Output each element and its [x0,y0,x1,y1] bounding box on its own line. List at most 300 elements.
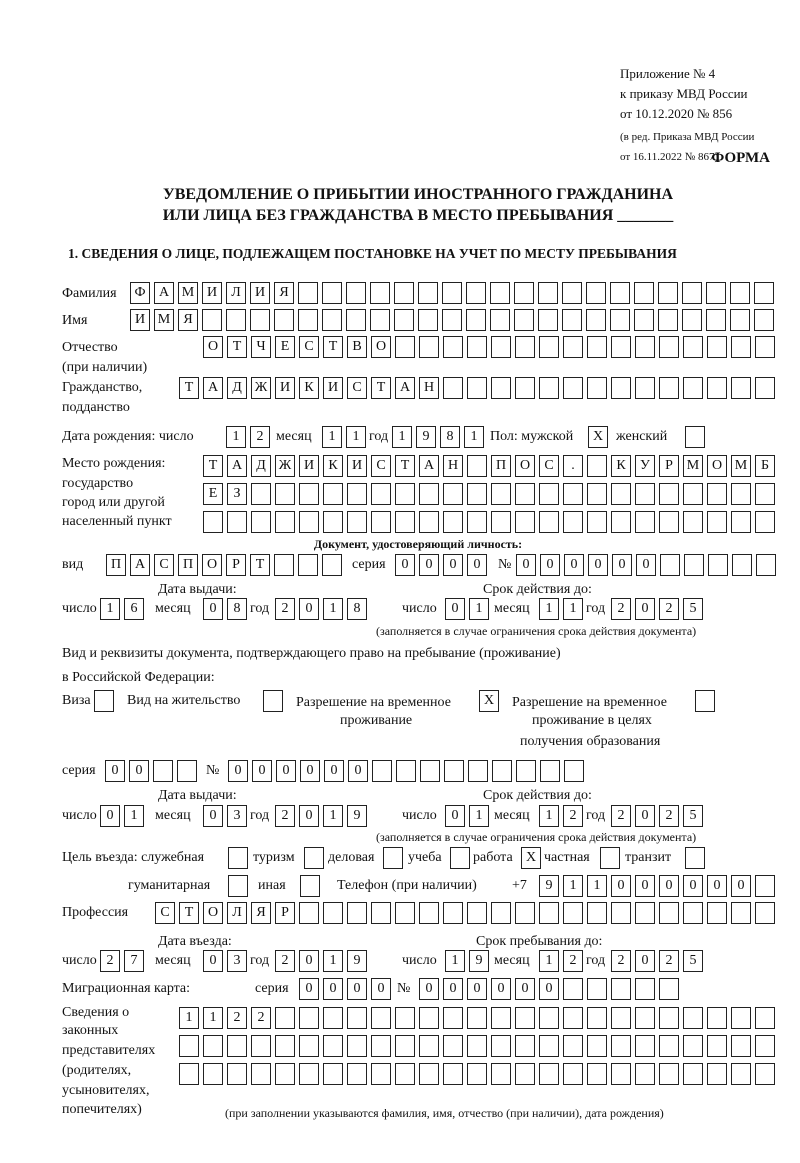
char-cell[interactable] [754,309,774,331]
char-cell[interactable] [323,1007,343,1029]
char-cell[interactable] [635,511,655,533]
char-cell[interactable]: 0 [445,805,465,827]
char-cell[interactable]: 0 [445,598,465,620]
char-cell[interactable] [323,902,343,924]
char-cell[interactable] [491,377,511,399]
char-cell[interactable] [611,336,631,358]
char-cell[interactable] [346,309,366,331]
char-cell[interactable]: 0 [203,805,223,827]
char-cell[interactable] [539,1035,559,1057]
char-cell[interactable] [731,336,751,358]
char-cell[interactable] [177,760,197,782]
char-cell[interactable] [419,483,439,505]
char-cell[interactable] [634,282,654,304]
char-cell[interactable] [491,483,511,505]
char-cell[interactable] [419,1035,439,1057]
char-cell[interactable] [442,282,462,304]
char-cell[interactable] [755,902,775,924]
char-cell[interactable] [660,554,680,576]
char-cell[interactable] [683,1063,703,1085]
char-cell[interactable]: И [130,309,150,331]
char-cell[interactable] [491,1063,511,1085]
char-cell[interactable]: 5 [683,950,703,972]
char-cell[interactable] [515,483,535,505]
char-cell[interactable]: Т [395,455,415,477]
char-cell[interactable]: 0 [635,805,655,827]
char-cell[interactable]: 2 [275,598,295,620]
char-cell[interactable]: 0 [612,554,632,576]
char-cell[interactable]: 0 [635,598,655,620]
char-cell[interactable]: 3 [227,805,247,827]
char-cell[interactable] [346,282,366,304]
char-cell[interactable] [563,978,583,1000]
char-cell[interactable] [153,760,173,782]
char-cell[interactable] [730,282,750,304]
char-cell[interactable]: 1 [179,1007,199,1029]
char-cell[interactable]: 0 [516,554,536,576]
char-cell[interactable]: П [106,554,126,576]
char-cell[interactable] [514,282,534,304]
char-cell[interactable]: Д [227,377,247,399]
char-cell[interactable] [443,1063,463,1085]
char-cell[interactable] [539,511,559,533]
char-cell[interactable]: 9 [416,426,436,448]
char-cell[interactable]: Р [275,902,295,924]
char-cell[interactable] [467,1035,487,1057]
char-cell[interactable]: 0 [491,978,511,1000]
char-cell[interactable]: О [203,336,223,358]
char-cell[interactable] [611,377,631,399]
char-cell[interactable] [323,1035,343,1057]
char-cell[interactable] [682,309,702,331]
char-cell[interactable]: Т [250,554,270,576]
char-cell[interactable] [226,309,246,331]
char-cell[interactable]: 2 [275,950,295,972]
char-cell[interactable] [707,1063,727,1085]
char-cell[interactable] [611,978,631,1000]
char-cell[interactable] [203,1063,223,1085]
char-cell[interactable]: 1 [226,426,246,448]
char-cell[interactable]: 0 [276,760,296,782]
char-cell[interactable]: 1 [563,598,583,620]
char-cell[interactable]: 1 [469,598,489,620]
char-cell[interactable]: Б [755,455,775,477]
char-cell[interactable]: 5 [683,805,703,827]
char-cell[interactable]: Ж [251,377,271,399]
char-cell[interactable]: М [178,282,198,304]
char-cell[interactable] [563,336,583,358]
char-cell[interactable] [491,1007,511,1029]
char-cell[interactable] [563,377,583,399]
char-cell[interactable] [370,309,390,331]
char-cell[interactable]: 0 [300,760,320,782]
char-cell[interactable]: С [347,377,367,399]
char-cell[interactable] [443,1007,463,1029]
char-cell[interactable] [731,1035,751,1057]
char-cell[interactable]: Я [178,309,198,331]
char-cell[interactable] [347,511,367,533]
char-cell[interactable] [659,902,679,924]
char-cell[interactable]: 1 [322,426,342,448]
char-cell[interactable]: 8 [227,598,247,620]
char-cell[interactable]: П [491,455,511,477]
char-cell[interactable]: 2 [611,950,631,972]
char-cell[interactable]: 8 [347,598,367,620]
char-cell[interactable] [611,511,631,533]
char-cell[interactable]: 1 [539,805,559,827]
char-cell[interactable]: 0 [203,950,223,972]
char-cell[interactable] [755,483,775,505]
char-cell[interactable]: 0 [203,598,223,620]
char-cell[interactable] [418,282,438,304]
char-cell[interactable] [659,336,679,358]
char-cell[interactable] [322,309,342,331]
purpose-humanitarian-checkbox[interactable] [228,875,248,897]
char-cell[interactable]: О [515,455,535,477]
char-cell[interactable]: 0 [371,978,391,1000]
char-cell[interactable]: 0 [635,950,655,972]
char-cell[interactable]: 0 [731,875,751,897]
char-cell[interactable]: 0 [683,875,703,897]
char-cell[interactable] [731,902,751,924]
char-cell[interactable]: Я [274,282,294,304]
char-cell[interactable] [562,282,582,304]
char-cell[interactable] [419,336,439,358]
char-cell[interactable] [635,902,655,924]
char-cell[interactable]: А [130,554,150,576]
char-cell[interactable] [586,282,606,304]
char-cell[interactable] [299,483,319,505]
char-cell[interactable] [467,483,487,505]
char-cell[interactable] [395,1063,415,1085]
temp-residence-checkbox[interactable]: X [479,690,499,712]
char-cell[interactable]: С [371,455,391,477]
char-cell[interactable] [467,511,487,533]
char-cell[interactable]: 0 [515,978,535,1000]
char-cell[interactable] [587,455,607,477]
char-cell[interactable] [371,902,391,924]
char-cell[interactable] [347,902,367,924]
char-cell[interactable] [419,902,439,924]
char-cell[interactable]: 3 [227,950,247,972]
char-cell[interactable] [372,760,392,782]
char-cell[interactable] [371,511,391,533]
char-cell[interactable] [298,309,318,331]
char-cell[interactable]: И [250,282,270,304]
char-cell[interactable] [420,760,440,782]
char-cell[interactable]: 0 [707,875,727,897]
char-cell[interactable] [563,511,583,533]
char-cell[interactable] [492,760,512,782]
char-cell[interactable]: Т [203,455,223,477]
char-cell[interactable] [563,1063,583,1085]
char-cell[interactable]: М [683,455,703,477]
char-cell[interactable]: 2 [563,805,583,827]
char-cell[interactable] [443,377,463,399]
char-cell[interactable] [731,483,751,505]
char-cell[interactable] [563,902,583,924]
char-cell[interactable]: А [227,455,247,477]
char-cell[interactable]: О [371,336,391,358]
residence-permit-checkbox[interactable] [263,690,283,712]
char-cell[interactable] [275,511,295,533]
char-cell[interactable] [683,336,703,358]
char-cell[interactable] [610,309,630,331]
char-cell[interactable] [659,978,679,1000]
purpose-transit-checkbox[interactable] [685,847,705,869]
char-cell[interactable] [659,511,679,533]
char-cell[interactable] [515,902,535,924]
char-cell[interactable] [275,1035,295,1057]
char-cell[interactable]: М [154,309,174,331]
char-cell[interactable] [587,978,607,1000]
char-cell[interactable] [683,483,703,505]
char-cell[interactable] [490,309,510,331]
char-cell[interactable]: Т [179,902,199,924]
char-cell[interactable]: 1 [124,805,144,827]
char-cell[interactable] [299,1063,319,1085]
char-cell[interactable]: 0 [324,760,344,782]
char-cell[interactable] [683,1007,703,1029]
char-cell[interactable]: Д [251,455,271,477]
char-cell[interactable] [611,902,631,924]
char-cell[interactable] [635,1063,655,1085]
char-cell[interactable] [395,1035,415,1057]
char-cell[interactable]: 1 [323,805,343,827]
char-cell[interactable] [322,554,342,576]
char-cell[interactable] [419,511,439,533]
char-cell[interactable] [515,336,535,358]
char-cell[interactable]: П [178,554,198,576]
char-cell[interactable] [323,1063,343,1085]
char-cell[interactable] [227,1035,247,1057]
char-cell[interactable] [444,760,464,782]
char-cell[interactable] [756,554,776,576]
char-cell[interactable] [539,1007,559,1029]
char-cell[interactable]: 1 [392,426,412,448]
char-cell[interactable]: Ч [251,336,271,358]
char-cell[interactable] [251,1063,271,1085]
char-cell[interactable]: 1 [469,805,489,827]
char-cell[interactable] [394,309,414,331]
char-cell[interactable] [371,1035,391,1057]
char-cell[interactable]: С [539,455,559,477]
char-cell[interactable] [707,336,727,358]
char-cell[interactable] [274,309,294,331]
char-cell[interactable] [299,902,319,924]
char-cell[interactable] [323,511,343,533]
char-cell[interactable]: В [347,336,367,358]
purpose-business-checkbox[interactable] [383,847,403,869]
char-cell[interactable]: 2 [250,426,270,448]
char-cell[interactable]: 0 [419,978,439,1000]
char-cell[interactable] [731,1063,751,1085]
sex-female-checkbox[interactable] [685,426,705,448]
char-cell[interactable] [467,1007,487,1029]
char-cell[interactable] [587,1035,607,1057]
char-cell[interactable] [202,309,222,331]
char-cell[interactable] [755,1063,775,1085]
char-cell[interactable] [515,1007,535,1029]
char-cell[interactable]: 8 [440,426,460,448]
char-cell[interactable]: 1 [323,598,343,620]
char-cell[interactable]: И [299,455,319,477]
char-cell[interactable]: И [323,377,343,399]
char-cell[interactable] [203,1035,223,1057]
char-cell[interactable]: Р [226,554,246,576]
char-cell[interactable]: 0 [323,978,343,1000]
char-cell[interactable] [707,483,727,505]
char-cell[interactable] [299,511,319,533]
char-cell[interactable] [611,1007,631,1029]
char-cell[interactable]: 0 [635,875,655,897]
char-cell[interactable]: Л [226,282,246,304]
char-cell[interactable] [755,1007,775,1029]
char-cell[interactable] [706,282,726,304]
char-cell[interactable]: 0 [588,554,608,576]
char-cell[interactable] [539,902,559,924]
char-cell[interactable] [299,1035,319,1057]
char-cell[interactable] [563,483,583,505]
char-cell[interactable] [587,902,607,924]
char-cell[interactable]: 2 [275,805,295,827]
char-cell[interactable]: С [155,902,175,924]
char-cell[interactable] [467,455,487,477]
purpose-private-checkbox[interactable] [600,847,620,869]
char-cell[interactable]: К [323,455,343,477]
char-cell[interactable] [395,902,415,924]
char-cell[interactable]: Н [443,455,463,477]
char-cell[interactable] [707,377,727,399]
char-cell[interactable] [730,309,750,331]
char-cell[interactable] [371,1063,391,1085]
char-cell[interactable] [659,377,679,399]
char-cell[interactable]: 1 [100,598,120,620]
char-cell[interactable]: 1 [346,426,366,448]
char-cell[interactable] [587,483,607,505]
char-cell[interactable]: О [203,902,223,924]
char-cell[interactable] [563,1035,583,1057]
char-cell[interactable]: 0 [395,554,415,576]
char-cell[interactable] [755,377,775,399]
char-cell[interactable] [275,483,295,505]
char-cell[interactable] [396,760,416,782]
char-cell[interactable] [659,483,679,505]
char-cell[interactable]: А [419,455,439,477]
char-cell[interactable]: Т [227,336,247,358]
char-cell[interactable] [539,483,559,505]
char-cell[interactable] [732,554,752,576]
char-cell[interactable]: . [563,455,583,477]
char-cell[interactable]: А [395,377,415,399]
char-cell[interactable] [347,1035,367,1057]
char-cell[interactable] [755,511,775,533]
char-cell[interactable]: 0 [299,598,319,620]
char-cell[interactable] [227,511,247,533]
char-cell[interactable]: 0 [539,978,559,1000]
char-cell[interactable]: 9 [347,950,367,972]
char-cell[interactable] [322,282,342,304]
char-cell[interactable] [562,309,582,331]
char-cell[interactable]: 2 [251,1007,271,1029]
char-cell[interactable] [611,483,631,505]
char-cell[interactable] [443,1035,463,1057]
char-cell[interactable]: 0 [659,875,679,897]
char-cell[interactable] [274,554,294,576]
char-cell[interactable]: 0 [100,805,120,827]
char-cell[interactable] [370,282,390,304]
char-cell[interactable] [467,336,487,358]
char-cell[interactable] [587,336,607,358]
char-cell[interactable]: Р [659,455,679,477]
char-cell[interactable]: 0 [611,875,631,897]
char-cell[interactable]: З [227,483,247,505]
char-cell[interactable]: Л [227,902,247,924]
char-cell[interactable] [443,511,463,533]
char-cell[interactable]: 0 [419,554,439,576]
char-cell[interactable]: С [154,554,174,576]
char-cell[interactable]: 1 [563,875,583,897]
char-cell[interactable] [418,309,438,331]
char-cell[interactable] [754,282,774,304]
char-cell[interactable]: 2 [611,598,631,620]
char-cell[interactable]: 2 [659,805,679,827]
char-cell[interactable] [227,1063,247,1085]
char-cell[interactable]: 2 [659,598,679,620]
char-cell[interactable]: 2 [611,805,631,827]
char-cell[interactable]: 2 [563,950,583,972]
char-cell[interactable]: 7 [124,950,144,972]
char-cell[interactable] [467,377,487,399]
char-cell[interactable] [443,336,463,358]
char-cell[interactable] [540,760,560,782]
char-cell[interactable] [466,309,486,331]
char-cell[interactable]: Т [323,336,343,358]
char-cell[interactable] [755,875,775,897]
char-cell[interactable]: 0 [105,760,125,782]
char-cell[interactable] [514,309,534,331]
char-cell[interactable]: 0 [443,554,463,576]
char-cell[interactable] [538,282,558,304]
char-cell[interactable] [635,1007,655,1029]
char-cell[interactable] [251,511,271,533]
char-cell[interactable] [395,1007,415,1029]
char-cell[interactable]: Т [371,377,391,399]
char-cell[interactable] [251,1035,271,1057]
char-cell[interactable] [707,511,727,533]
char-cell[interactable]: Е [275,336,295,358]
char-cell[interactable] [466,282,486,304]
char-cell[interactable] [419,1007,439,1029]
char-cell[interactable]: Ж [275,455,295,477]
char-cell[interactable] [563,1007,583,1029]
char-cell[interactable] [731,377,751,399]
char-cell[interactable]: 6 [124,598,144,620]
char-cell[interactable] [538,309,558,331]
char-cell[interactable] [658,309,678,331]
char-cell[interactable] [659,1007,679,1029]
char-cell[interactable] [564,760,584,782]
purpose-tourism-checkbox[interactable] [304,847,324,869]
char-cell[interactable] [706,309,726,331]
char-cell[interactable] [683,1035,703,1057]
char-cell[interactable] [491,1035,511,1057]
char-cell[interactable] [443,902,463,924]
char-cell[interactable]: 0 [129,760,149,782]
char-cell[interactable] [515,1063,535,1085]
char-cell[interactable] [586,309,606,331]
char-cell[interactable]: И [347,455,367,477]
